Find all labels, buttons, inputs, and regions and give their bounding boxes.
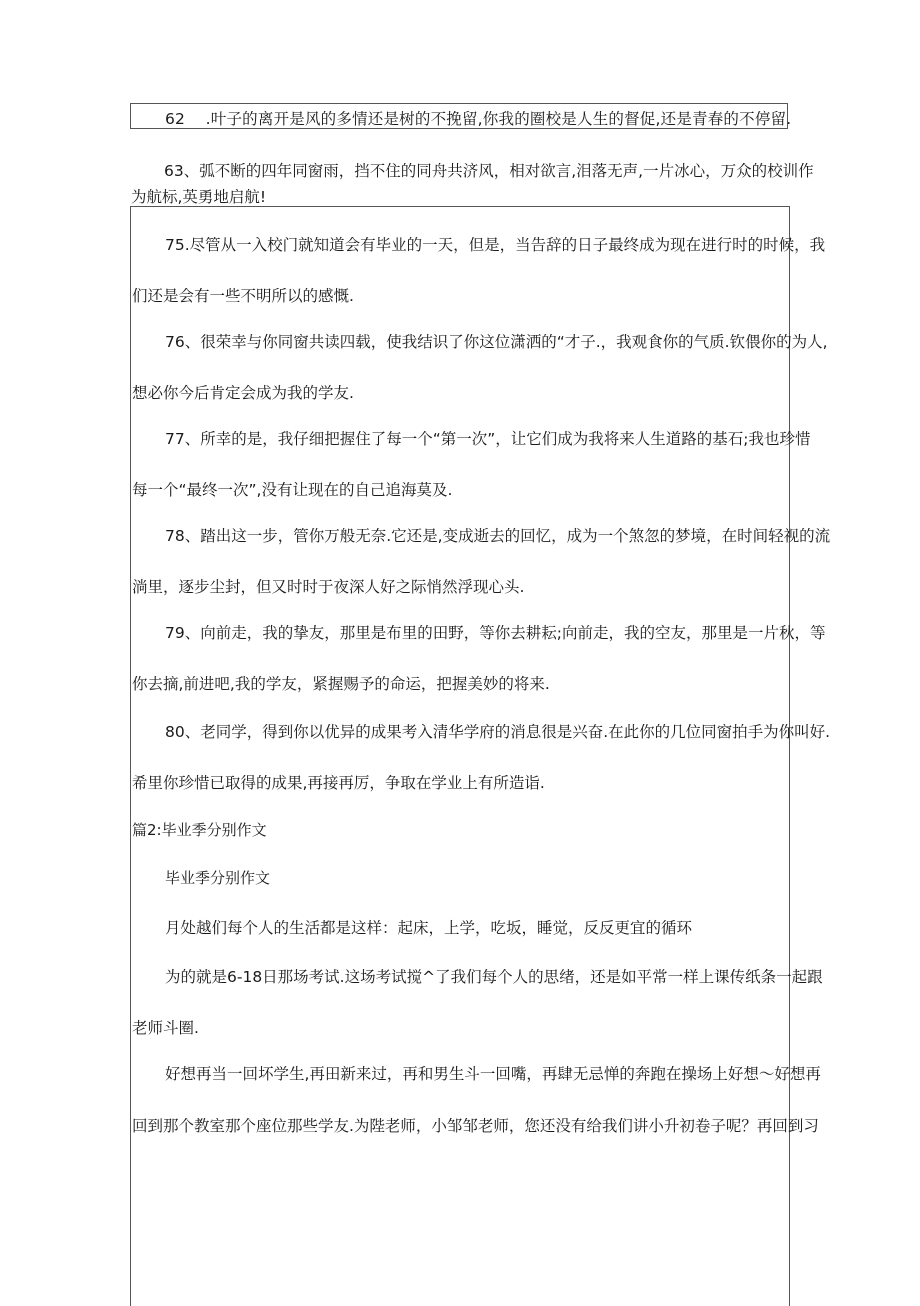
paragraph-line: 月处越们每个人的生活都是这样：起床，上学，吃坂，睡觉，反反更宜的循环 — [165, 919, 693, 937]
paragraph-line: 淌里，逐步尘封，但又时时于夜深人好之际悄然浮现心头. — [132, 578, 525, 596]
paragraph-line: 好想再当一回坏学生,再田新来过，再和男生斗一回嘴，再肆无忌惮的奔跑在操场上好想〜好想再 — [165, 1065, 821, 1083]
table-cell-main — [130, 206, 831, 1306]
paragraph-line: 想必你今后肯定会成为我的学友. — [132, 384, 354, 402]
entry-63-line1: 63、弧不断的四年同窗雨，挡不住的同舟共济风，相对欲言,泪落无声,一片冰心，万众的校训作 — [164, 162, 814, 180]
paragraph-line: 76、很荣幸与你同窗共读四载，使我结识了你这位潇洒的“才子.，我观食你的气质.钦偎你的为人, — [165, 333, 828, 351]
table-row-62 — [130, 103, 792, 129]
paragraph-line: 希里你珍惜已取得的成果,再接再厉，争取在学业上有所造诣. — [132, 774, 545, 792]
entry-63 — [131, 158, 814, 210]
paragraph-line: 78、踏出这一步，管你万般无奈.它还是,变成逝去的回忆，成为一个煞忽的梦境，在时间轻视的流 — [165, 527, 831, 545]
paragraph-line: 为的就是6-18日那场考试.这场考试搅^了我们每个人的思绪，还是如平常一样上课传纸条一起跟 — [165, 968, 823, 986]
essay-title: 毕业季分别作文 — [165, 869, 271, 887]
paragraph-line: 79、向前走，我的挚友，那里是布里的田野，等你去耕耘;向前走，我的空友，那里是一片秋，等 — [165, 624, 826, 642]
section-heading: 篇2:毕业季分别作文 — [132, 821, 267, 839]
entry-62 — [165, 107, 791, 129]
paragraph-line: 75.尽管从一入校门就知道会有毕业的一天，但是，当告辞的日子最终成为现在进行时的时候，我 — [165, 236, 826, 254]
paragraph-line: 老师斗圈. — [132, 1019, 199, 1037]
paragraph-line: 们还是会有一些不明所以的感慨. — [132, 287, 354, 305]
entry-63-line2: 为航标,英勇地启航! — [131, 188, 267, 206]
paragraph-line: 77、所幸的是，我仔细把握住了每一个“第一次”，让它们成为我将来人生道路的基石;我也珍惜 — [165, 430, 811, 448]
paragraph-line: 每一个“最终一次”,没有让现在的自己追海莫及. — [132, 481, 453, 499]
paragraph-line: 回到那个教室那个座位那些学友.为陛老师，小邹邹老师，您还没有给我们讲小升初卷子呢？再回到习 — [132, 1117, 819, 1135]
paragraph-line: 你去摘,前进吧,我的学友，紧握赐予的命运，把握美妙的将来. — [132, 675, 550, 693]
entry-62-text: .叶子的离开是风的多情还是树的不挽留,你我的圈校是人生的督促,还是青春的不停留. — [205, 110, 792, 128]
paragraph-line: 80、老同学，得到你以优异的成果考入清华学府的消息很是兴奋.在此你的几位同窗拍手为你叫好. — [165, 723, 831, 741]
entry-62-number: 62 — [165, 110, 186, 128]
